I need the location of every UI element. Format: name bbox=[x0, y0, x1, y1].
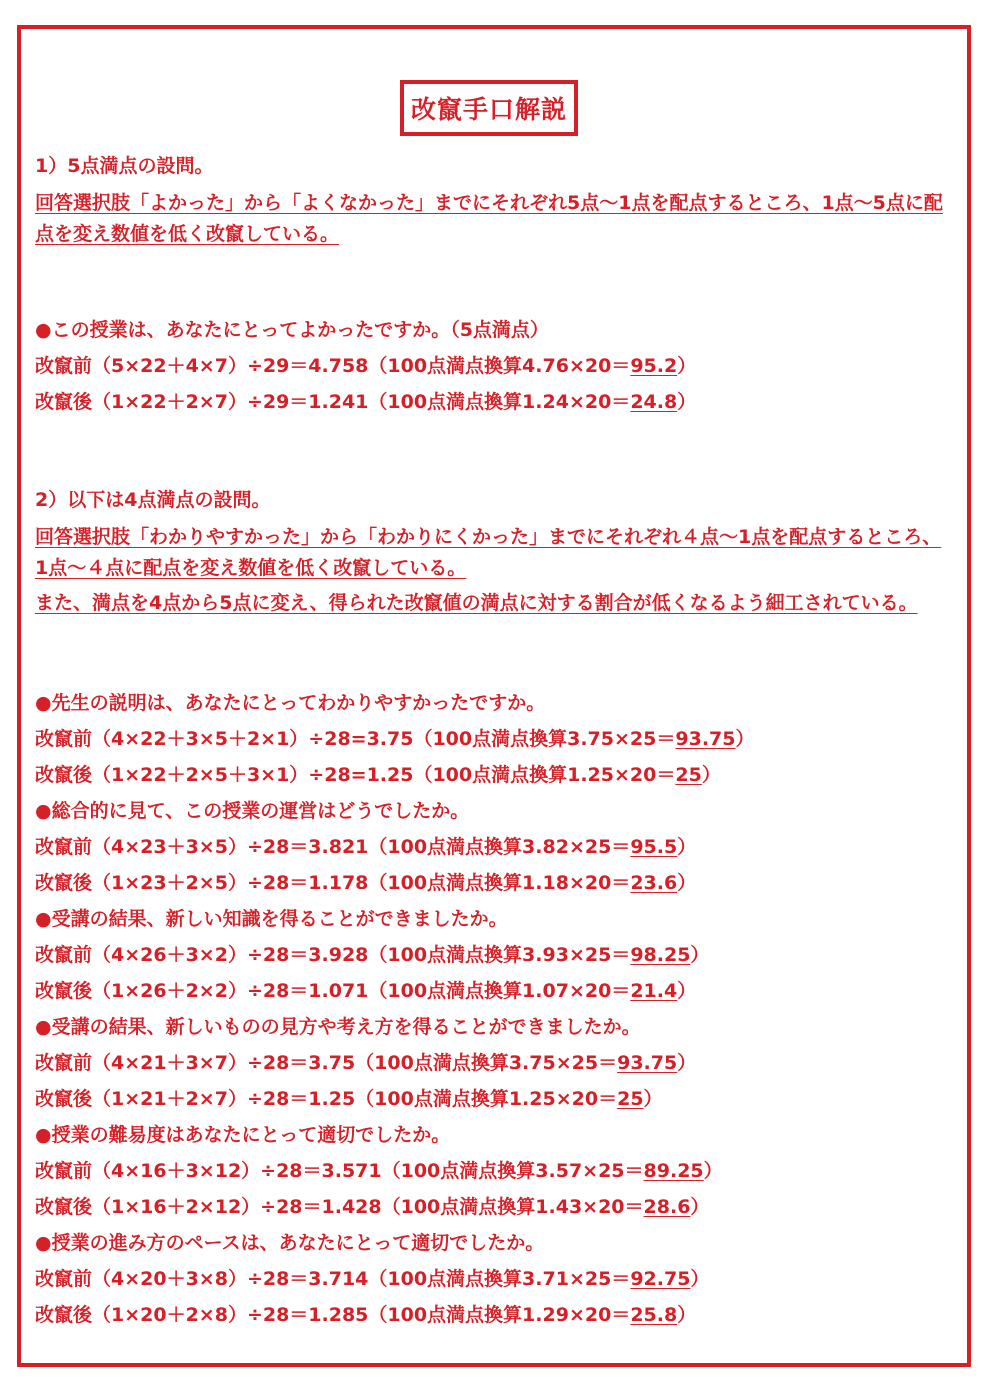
question-title: ●授業の難易度はあなたにとって適切でしたか。 bbox=[35, 1124, 451, 1146]
before-score: 92.75 bbox=[630, 1268, 691, 1290]
after-calculation-line: 改竄後（1×22＋2×5＋3×1）÷28=1.25（100点満点換算1.25×20＝25） bbox=[35, 764, 721, 786]
before-calculation-line: 改竄前（4×22＋3×5＋2×1）÷28=3.75（100点満点換算3.75×25＝93.75） bbox=[35, 728, 755, 750]
after-score: 28.6 bbox=[643, 1196, 691, 1218]
before-calculation-line: 改竄前（4×16＋3×12）÷28＝3.571（100点満点換算3.57×25＝89.25） bbox=[35, 1160, 723, 1182]
question-title: ●授業の進み方のペースは、あなたにとって適切でしたか。 bbox=[35, 1232, 545, 1254]
after-calculation-line: 改竄後（1×21＋2×7）÷28＝1.25（100点満点換算1.25×20＝25） bbox=[35, 1088, 663, 1110]
question-list bbox=[35, 685, 950, 1333]
question-title: ●総合的に見て、この授業の運営はどうでしたか。 bbox=[35, 800, 470, 822]
before-calculation-line: 改竄前（4×21＋3×7）÷28＝3.75（100点満点換算3.75×25＝93.75） bbox=[35, 1052, 697, 1074]
before-score: 95.5 bbox=[630, 836, 678, 858]
section1-explanation: 回答選択肢「よかった」から「よくなかった」までにそれぞれ5点～1点を配点するところ、1点～5点に配点を変え数値を低く改竄している。 bbox=[35, 192, 943, 245]
section2-explanation-1: 回答選択肢「わかりやすかった」から「わかりにくかった」までにそれぞれ４点～1点を配点するところ、1点～４点に配点を変え数値を低く改竄している。 bbox=[35, 526, 942, 579]
section1-after-line: 改竄後（1×22＋2×7）÷29＝1.241（100点満点換算1.24×20＝24.8） bbox=[35, 391, 697, 413]
before-score: 93.75 bbox=[617, 1052, 678, 1074]
after-calculation-line: 改竄後（1×26＋2×2）÷28＝1.071（100点満点換算1.07×20＝21.4） bbox=[35, 980, 697, 1002]
question-title: ●先生の説明は、あなたにとってわかりやすかったですか。 bbox=[35, 692, 546, 714]
after-calculation-line: 改竄後（1×23＋2×5）÷28＝1.178（100点満点換算1.18×20＝23.6） bbox=[35, 872, 697, 894]
before-calculation-line: 改竄前（4×23＋3×5）÷28＝3.821（100点満点換算3.82×25＝95.5） bbox=[35, 836, 697, 858]
after-score: 25 bbox=[675, 764, 702, 786]
after-score: 25.8 bbox=[630, 1304, 678, 1326]
after-score: 24.8 bbox=[630, 391, 678, 413]
question-title: ●受講の結果、新しいものの見方や考え方を得ることができましたか。 bbox=[35, 1016, 641, 1038]
after-score: 25 bbox=[617, 1088, 644, 1110]
before-score: 95.2 bbox=[630, 355, 678, 377]
before-score: 93.75 bbox=[675, 728, 736, 750]
after-calculation-line: 改竄後（1×20＋2×8）÷28＝1.285（100点満点換算1.29×20＝25.8） bbox=[35, 1304, 697, 1326]
before-score: 98.25 bbox=[630, 944, 691, 966]
section1-before-line: 改竄前（5×22＋4×7）÷29＝4.758（100点満点換算4.76×20＝95.2） bbox=[35, 355, 697, 377]
section1-question: ●この授業は、あなたにとってよかったですか。（5点満点） bbox=[35, 319, 549, 341]
section1-heading: 1）5点満点の設問。 bbox=[35, 155, 214, 177]
question-title: ●受講の結果、新しい知識を得ることができましたか。 bbox=[35, 908, 508, 930]
after-calculation-line: 改竄後（1×16＋2×12）÷28＝1.428（100点満点換算1.43×20＝28.6） bbox=[35, 1196, 710, 1218]
after-score: 23.6 bbox=[630, 872, 678, 894]
page-title: 改竄手口解説 bbox=[400, 80, 578, 136]
document-body bbox=[35, 148, 950, 1333]
before-score: 89.25 bbox=[643, 1160, 704, 1182]
section2-explanation-2: また、満点を4点から5点に変え、得られた改竄値の満点に対する割合が低くなるよう細工されている。 bbox=[35, 592, 918, 614]
before-calculation-line: 改竄前（4×20＋3×8）÷28＝3.714（100点満点換算3.71×25＝92.75） bbox=[35, 1268, 710, 1290]
after-score: 21.4 bbox=[630, 980, 678, 1002]
section2-heading: 2）以下は4点満点の設問。 bbox=[35, 489, 271, 511]
before-calculation-line: 改竄前（4×26＋3×2）÷28＝3.928（100点満点換算3.93×25＝98.25） bbox=[35, 944, 710, 966]
